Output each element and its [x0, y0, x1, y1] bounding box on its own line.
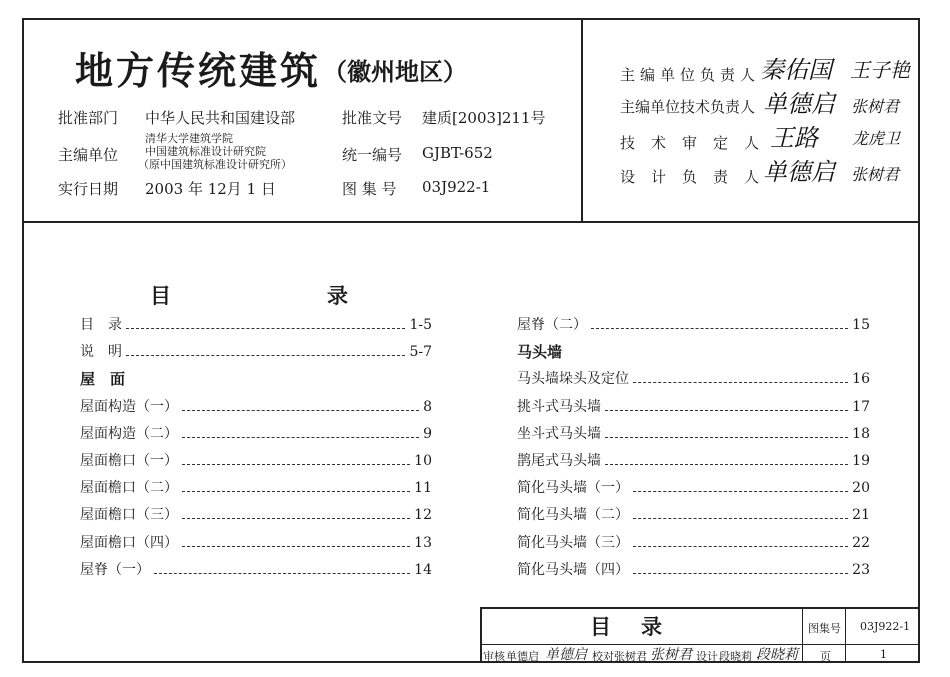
toc-entry[interactable]	[517, 423, 870, 443]
design-signature: 段晓莉	[756, 647, 798, 663]
toc-entry[interactable]	[517, 396, 870, 416]
toc-entry-page: 23	[852, 561, 870, 578]
toc-entry[interactable]	[80, 314, 432, 334]
resp-sig-1b: 王子艳	[850, 58, 910, 82]
toc-entry-label: 说 明	[80, 344, 122, 361]
toc-entry-label: 屋面檐口（二）	[80, 480, 178, 497]
toc-entry-page: 18	[852, 425, 870, 442]
toc-entry-label: 屋面檐口（三）	[80, 507, 178, 524]
resp-role-2: 主编单位技术负责人	[620, 98, 756, 116]
atlas-no: 03J922-1	[422, 178, 491, 196]
toc-entry-label: 屋面构造（二）	[80, 425, 178, 442]
editor-unit-line-1: 清华大学建筑学院	[145, 132, 233, 145]
toc-entry-label: 屋 面	[80, 370, 126, 389]
toc-entry-page: 13	[414, 534, 432, 551]
toc-entry[interactable]	[80, 341, 432, 361]
atlas-subtitle: （徽州地区）	[323, 58, 467, 86]
toc-entry[interactable]	[517, 450, 870, 470]
review-name: 单德启	[506, 650, 539, 663]
toc-entry-label: 屋面檐口（四）	[80, 534, 178, 551]
toc-leader-dots	[633, 518, 848, 519]
toc-entry-label: 屋面构造（一）	[80, 398, 178, 415]
title-block-divider-2	[845, 607, 846, 663]
toc-entry-label: 挑斗式马头墙	[517, 398, 601, 415]
toc-leader-dots	[126, 355, 405, 356]
toc-entry-label: 简化马头墙（四）	[517, 561, 629, 578]
toc-entry-page: 5-7	[409, 344, 432, 361]
toc-entry[interactable]	[517, 314, 870, 334]
toc-leader-dots	[605, 437, 848, 438]
toc-entry[interactable]	[517, 504, 870, 524]
toc-entry-label: 马头墙	[517, 343, 563, 362]
toc-entry[interactable]	[517, 559, 870, 579]
toc-entry-page: 1-5	[409, 317, 432, 333]
toc-entry[interactable]	[517, 341, 870, 361]
unified-no: GJBT-652	[422, 144, 493, 162]
approval-dept-label: 批准部门	[58, 109, 119, 127]
toc-entry[interactable]	[80, 396, 432, 416]
title-block-page-no: 1	[880, 648, 887, 661]
toc-leader-dots	[182, 437, 419, 438]
toc-leader-dots	[591, 328, 848, 329]
toc-entry-label: 坐斗式马头墙	[517, 425, 601, 442]
resp-role-1: 主编单位负责人	[620, 66, 761, 84]
unified-no-label: 统一编号	[342, 146, 403, 164]
toc-entry-label: 鹊尾式马头墙	[517, 453, 601, 469]
check-signature: 张树君	[650, 647, 692, 663]
resp-sig-3a: 王路	[770, 124, 818, 152]
toc-leader-dots	[154, 573, 410, 574]
toc-leader-dots	[182, 491, 410, 492]
toc-leader-dots	[633, 491, 848, 492]
header-vertical-divider	[581, 18, 583, 223]
title-block-page-label: 页	[820, 650, 831, 663]
toc-entry[interactable]	[80, 532, 432, 552]
resp-role-4: 设计负责人	[620, 168, 776, 186]
editor-unit-line-2: 中国建筑标准设计研究院	[145, 145, 266, 158]
toc-entry-page: 10	[414, 453, 432, 469]
resp-sig-3b: 龙虎卫	[852, 129, 901, 148]
toc-entry-page: 22	[852, 534, 870, 551]
toc-leader-dots	[182, 518, 410, 519]
resp-sig-2a: 单德启	[763, 90, 835, 118]
review-label: 审核	[483, 650, 505, 663]
toc-entry-page: 12	[414, 507, 432, 524]
toc-entry-page: 19	[852, 453, 870, 469]
toc-leader-dots	[633, 573, 848, 574]
resp-role-3: 技术审定人	[620, 134, 776, 152]
approval-doc: 建质[2003]211号	[422, 109, 546, 127]
title-block-divider-1	[802, 607, 803, 663]
toc-entry[interactable]	[517, 532, 870, 552]
toc-entry-label: 目 录	[80, 317, 122, 333]
atlas-title: 地方传统建筑	[75, 49, 322, 93]
title-block-title: 目录	[590, 613, 692, 639]
toc-leader-dots	[182, 410, 419, 411]
toc-entry-page: 16	[852, 371, 870, 388]
toc-entry-page: 9	[423, 425, 432, 442]
toc-entry[interactable]	[517, 477, 870, 497]
toc-entry[interactable]	[80, 450, 432, 470]
toc-entry-label: 简化马头墙（二）	[517, 507, 629, 524]
toc-entry-label: 屋脊（二）	[517, 317, 587, 333]
toc-entry-label: 屋脊（一）	[80, 561, 150, 578]
toc-leader-dots	[633, 382, 848, 383]
toc-leader-dots	[633, 546, 848, 547]
design-name: 段晓莉	[719, 650, 752, 663]
editor-unit-label: 主编单位	[58, 146, 119, 164]
title-block-atlas-label: 图集号	[808, 622, 841, 635]
toc-entry[interactable]	[80, 477, 432, 497]
toc-entry-page: 8	[423, 398, 432, 415]
toc-entry-page: 14	[414, 561, 432, 578]
approval-dept: 中华人民共和国建设部	[145, 109, 296, 127]
toc-leader-dots	[182, 546, 410, 547]
toc-leader-dots	[605, 464, 848, 465]
check-label: 校对	[592, 650, 614, 663]
toc-entry[interactable]	[80, 504, 432, 524]
toc-entry-page: 17	[852, 398, 870, 415]
toc-title-right: 录	[327, 283, 348, 308]
toc-entry[interactable]	[80, 559, 432, 579]
resp-sig-2b: 张树君	[851, 97, 900, 116]
toc-leader-dots	[182, 464, 410, 465]
toc-entry[interactable]	[80, 368, 432, 388]
toc-entry[interactable]	[80, 423, 432, 443]
editor-unit-line-3: （原中国建筑标准设计研究所）	[138, 158, 292, 171]
toc-entry-page: 21	[852, 507, 870, 524]
check-name: 张树君	[614, 650, 647, 663]
resp-sig-4b: 张树君	[851, 165, 900, 184]
toc-entry-label: 简化马头墙（一）	[517, 480, 629, 497]
toc-entry-label: 马头墙垛头及定位	[517, 371, 629, 388]
toc-leader-dots	[605, 410, 848, 411]
impl-date-label: 实行日期	[58, 180, 119, 198]
atlas-no-label: 图 集 号	[342, 180, 397, 198]
header-divider	[22, 221, 920, 223]
design-label: 设计	[696, 650, 718, 663]
resp-sig-4a: 单德启	[763, 158, 835, 186]
impl-date: 2003 年 12月 1 日	[145, 180, 276, 198]
toc-entry-page: 20	[852, 480, 870, 497]
toc-entry-label: 简化马头墙（三）	[517, 534, 629, 551]
review-signature: 单德启	[545, 647, 587, 663]
toc-entry-page: 15	[852, 317, 870, 333]
toc-entry-label: 屋面檐口（一）	[80, 453, 178, 469]
toc-entry[interactable]	[517, 368, 870, 388]
toc-entry-page: 11	[414, 480, 432, 497]
toc-title-left: 目	[150, 283, 171, 308]
toc-leader-dots	[126, 328, 405, 329]
title-block-atlas-no: 03J922-1	[860, 620, 911, 633]
resp-sig-1a: 秦佑国	[760, 56, 832, 84]
approval-doc-label: 批准文号	[342, 109, 403, 127]
